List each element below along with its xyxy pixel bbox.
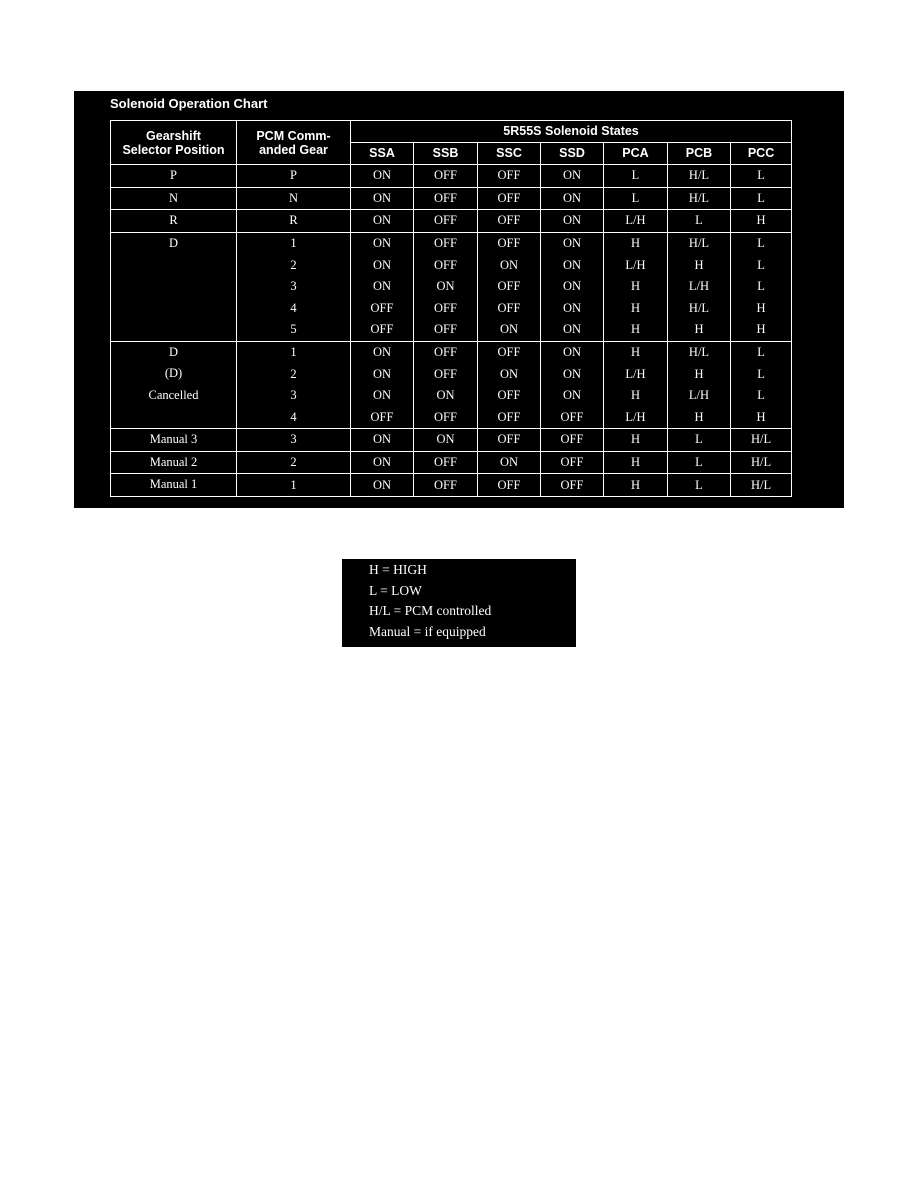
ssa-state-cell: ON: [351, 165, 414, 188]
position-label: Manual 2: [149, 454, 198, 469]
pcc-state-cell: H/L: [731, 451, 792, 474]
ssd-state-cell: ON: [541, 363, 604, 385]
gear-cell: N: [237, 187, 351, 210]
ssa-state-cell: ON: [351, 276, 414, 298]
pca-state-cell: L/H: [604, 407, 668, 429]
pcc-state-cell: H: [731, 298, 792, 320]
ssc-state-cell: OFF: [478, 165, 541, 188]
position-label: Cancelled: [148, 387, 199, 402]
position-cell: [111, 429, 237, 452]
ssd-state-cell: ON: [541, 187, 604, 210]
ssc-state-cell: OFF: [478, 407, 541, 429]
table-row: [111, 474, 792, 497]
gear-cell: 2: [237, 254, 351, 276]
header-gearshift-position: [111, 121, 237, 165]
ssc-state-cell: ON: [478, 254, 541, 276]
gear-cell: 5: [237, 319, 351, 341]
ssc-state-cell: OFF: [478, 429, 541, 452]
pca-state-cell: L/H: [604, 210, 668, 233]
gear-cell: 3: [237, 276, 351, 298]
ssc-state-cell: ON: [478, 363, 541, 385]
ssb-state-cell: OFF: [414, 165, 478, 188]
pcc-state-cell: L: [731, 341, 792, 363]
ssb-state-cell: OFF: [414, 474, 478, 497]
ssb-state-cell: ON: [414, 385, 478, 407]
header-gear-line2: anded Gear: [259, 142, 328, 157]
pcb-state-cell: H/L: [668, 187, 731, 210]
header-ssd: SSD: [541, 143, 604, 165]
legend-low: L = LOW: [369, 583, 422, 598]
legend-high: H = HIGH: [369, 562, 427, 577]
pcc-state-cell: L: [731, 385, 792, 407]
pcb-state-cell: L: [668, 210, 731, 233]
pcb-state-cell: H: [668, 363, 731, 385]
pcc-state-cell: L: [731, 276, 792, 298]
position-label: R: [169, 213, 178, 228]
pcb-state-cell: H/L: [668, 341, 731, 363]
pca-state-cell: L: [604, 165, 668, 188]
table-row: [111, 165, 792, 188]
table-row: [111, 341, 792, 363]
ssc-state-cell: OFF: [478, 232, 541, 254]
ssa-state-cell: OFF: [351, 298, 414, 320]
ssd-state-cell: ON: [541, 385, 604, 407]
legend-pcm-controlled: H/L = PCM controlled: [369, 603, 492, 618]
pcc-state-cell: L: [731, 187, 792, 210]
position-cell: [111, 341, 237, 428]
ssd-state-cell: OFF: [541, 474, 604, 497]
ssb-state-cell: ON: [414, 276, 478, 298]
table-row: [111, 429, 792, 452]
pcc-state-cell: L: [731, 232, 792, 254]
legend-manual: Manual = if equipped: [369, 624, 486, 639]
ssb-state-cell: OFF: [414, 341, 478, 363]
header-gear-line1: PCM Comm-: [256, 128, 331, 143]
ssa-state-cell: ON: [351, 363, 414, 385]
ssb-state-cell: OFF: [414, 254, 478, 276]
ssb-state-cell: OFF: [414, 232, 478, 254]
gear-cell: 3: [237, 385, 351, 407]
ssb-state-cell: OFF: [414, 363, 478, 385]
ssd-state-cell: ON: [541, 254, 604, 276]
pcb-state-cell: H/L: [668, 232, 731, 254]
table-row: [111, 187, 792, 210]
position-label: (D): [164, 366, 183, 381]
table-row: [111, 232, 792, 254]
ssd-state-cell: ON: [541, 319, 604, 341]
position-cell: [111, 451, 237, 474]
header-pcb: PCB: [668, 143, 731, 165]
pcc-state-cell: H: [731, 319, 792, 341]
pca-state-cell: H: [604, 276, 668, 298]
ssa-state-cell: ON: [351, 254, 414, 276]
ssb-state-cell: OFF: [414, 298, 478, 320]
ssd-state-cell: ON: [541, 276, 604, 298]
ssc-state-cell: ON: [478, 319, 541, 341]
pcc-state-cell: L: [731, 165, 792, 188]
position-cell: [111, 474, 237, 497]
ssc-state-cell: OFF: [478, 298, 541, 320]
position-label: N: [168, 190, 179, 205]
gear-cell: 4: [237, 407, 351, 429]
position-cell: [111, 232, 237, 341]
ssd-state-cell: ON: [541, 298, 604, 320]
chart-body: [111, 165, 792, 497]
ssa-state-cell: ON: [351, 232, 414, 254]
ssb-state-cell: OFF: [414, 451, 478, 474]
ssa-state-cell: ON: [351, 429, 414, 452]
pcc-state-cell: H/L: [731, 474, 792, 497]
ssc-state-cell: OFF: [478, 474, 541, 497]
position-cell: [111, 165, 237, 188]
ssa-state-cell: ON: [351, 341, 414, 363]
ssd-state-cell: OFF: [541, 429, 604, 452]
position-label: P: [170, 168, 177, 182]
header-ssb: SSB: [414, 143, 478, 165]
position-label: D: [168, 344, 179, 359]
ssa-state-cell: ON: [351, 210, 414, 233]
position-label: D: [168, 235, 179, 250]
position-label: Manual 1: [149, 477, 198, 492]
chart-title: Solenoid Operation Chart: [110, 96, 268, 111]
ssb-state-cell: OFF: [414, 407, 478, 429]
ssd-state-cell: ON: [541, 341, 604, 363]
pcb-state-cell: H: [668, 407, 731, 429]
pcb-state-cell: L/H: [668, 385, 731, 407]
ssd-state-cell: ON: [541, 165, 604, 188]
pcb-state-cell: L: [668, 429, 731, 452]
pca-state-cell: H: [604, 429, 668, 452]
pca-state-cell: H: [604, 298, 668, 320]
gear-cell: 1: [237, 474, 351, 497]
ssc-state-cell: OFF: [478, 276, 541, 298]
ssc-state-cell: OFF: [478, 341, 541, 363]
gear-cell: 1: [237, 232, 351, 254]
pcc-state-cell: H: [731, 407, 792, 429]
gear-cell: 1: [237, 341, 351, 363]
pcb-state-cell: H/L: [668, 298, 731, 320]
ssc-state-cell: OFF: [478, 385, 541, 407]
pcb-state-cell: L: [668, 451, 731, 474]
ssb-state-cell: OFF: [414, 319, 478, 341]
pca-state-cell: H: [604, 451, 668, 474]
pca-state-cell: L: [604, 187, 668, 210]
ssa-state-cell: OFF: [351, 407, 414, 429]
header-solenoid-states: 5R55S Solenoid States: [351, 121, 792, 143]
pcb-state-cell: L/H: [668, 276, 731, 298]
header-pca: PCA: [604, 143, 668, 165]
pcc-state-cell: L: [731, 254, 792, 276]
pcc-state-cell: H/L: [731, 429, 792, 452]
pcb-state-cell: H: [668, 254, 731, 276]
header-gearshift-line2: Selector Position: [122, 142, 225, 157]
header-ssc: SSC: [478, 143, 541, 165]
ssc-state-cell: OFF: [478, 187, 541, 210]
ssc-state-cell: OFF: [478, 210, 541, 233]
header-pcc: PCC: [731, 143, 792, 165]
pca-state-cell: L/H: [604, 254, 668, 276]
ssa-state-cell: ON: [351, 451, 414, 474]
solenoid-chart-panel: [74, 91, 844, 508]
gear-cell: 3: [237, 429, 351, 452]
ssb-state-cell: ON: [414, 429, 478, 452]
gear-cell: 2: [237, 451, 351, 474]
legend-box: [342, 559, 576, 647]
ssa-state-cell: OFF: [351, 319, 414, 341]
pca-state-cell: L/H: [604, 363, 668, 385]
header-ssa: SSA: [351, 143, 414, 165]
table-row: [111, 451, 792, 474]
gear-cell: 2: [237, 363, 351, 385]
gear-cell: 4: [237, 298, 351, 320]
pca-state-cell: H: [604, 474, 668, 497]
ssa-state-cell: ON: [351, 474, 414, 497]
position-cell: [111, 187, 237, 210]
position-label: Manual 3: [149, 432, 198, 447]
ssd-state-cell: ON: [541, 232, 604, 254]
pcc-state-cell: L: [731, 363, 792, 385]
ssd-state-cell: OFF: [541, 451, 604, 474]
pcb-state-cell: H/L: [668, 165, 731, 188]
ssb-state-cell: OFF: [414, 187, 478, 210]
ssd-state-cell: OFF: [541, 407, 604, 429]
gear-cell: P: [237, 165, 351, 188]
ssa-state-cell: ON: [351, 385, 414, 407]
pca-state-cell: H: [604, 232, 668, 254]
pca-state-cell: H: [604, 385, 668, 407]
ssa-state-cell: ON: [351, 187, 414, 210]
ssc-state-cell: ON: [478, 451, 541, 474]
gear-cell: R: [237, 210, 351, 233]
header-commanded-gear: [237, 121, 351, 165]
pcb-state-cell: H: [668, 319, 731, 341]
ssd-state-cell: ON: [541, 210, 604, 233]
table-row: [111, 210, 792, 233]
pcb-state-cell: L: [668, 474, 731, 497]
pca-state-cell: H: [604, 319, 668, 341]
position-cell: [111, 210, 237, 233]
header-gearshift-line1: Gearshift: [146, 128, 201, 143]
pcc-state-cell: H: [731, 210, 792, 233]
ssb-state-cell: OFF: [414, 210, 478, 233]
solenoid-operation-table: [110, 120, 792, 497]
pca-state-cell: H: [604, 341, 668, 363]
